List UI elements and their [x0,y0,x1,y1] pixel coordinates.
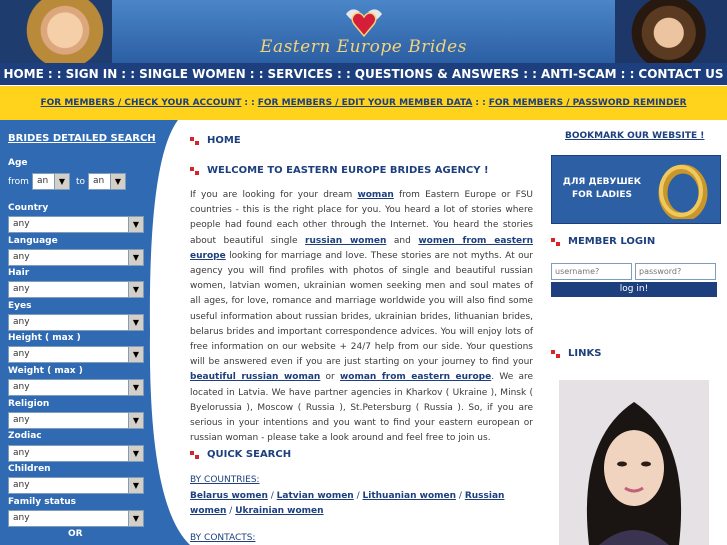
chevron-down-icon: ▼ [128,250,143,265]
height-select[interactable] [8,346,144,363]
chevron-down-icon: ▼ [128,380,143,395]
gold-ring-icon [650,161,716,219]
member-password-reminder-link[interactable]: FOR MEMBERS / PASSWORD REMINDER [488,98,687,108]
member-check-account-link[interactable]: FOR MEMBERS / CHECK YOUR ACCOUNT [40,98,242,108]
chevron-down-icon: ▼ [128,282,143,297]
password-input[interactable] [635,263,716,280]
member-separator: : : [475,98,486,108]
sidebar-curve-decoration [148,120,190,545]
height-label: Height ( max ) [8,333,81,343]
height-value: any [13,349,30,359]
zodiac-value: any [13,448,30,458]
header-banner [0,0,727,63]
chevron-down-icon: ▼ [128,511,143,526]
main-nav [0,63,727,85]
hair-select[interactable] [8,281,144,298]
religion-value: any [13,415,30,425]
lithuanian-women-link[interactable]: Lithuanian women [362,491,457,501]
language-label: Language [8,236,58,246]
nav-sign-in[interactable]: SIGN IN [65,67,118,81]
home-heading-text: HOME [207,135,241,146]
hair-label: Hair [8,268,30,278]
red-squares-icon [551,238,562,246]
nav-anti-scam[interactable]: ANTI-SCAM [540,67,617,81]
hair-value: any [13,284,30,294]
women-from-eastern-europe-link[interactable]: women from eastern europe [190,235,533,261]
nav-separator: : : [336,67,351,81]
eyes-select[interactable] [8,314,144,331]
member-login-heading [551,236,655,247]
age-to-value: an [93,176,105,186]
or-label: OR [68,529,83,539]
country-separator: / [356,491,360,501]
by-contacts-label: BY CONTACTS: [190,533,256,543]
chevron-down-icon: ▼ [128,478,143,493]
home-heading [190,135,241,146]
intro-text: If you are looking for your dream [190,190,358,200]
woman-link[interactable]: woman [357,190,394,200]
quick-search-heading-text: QUICK SEARCH [207,449,292,460]
intro-text: . We are located in Latvia. We have partner agencies in Kharkov ( Ukraine ), Minsk ( Byelorussia ), Moscow ( Russia ), St.Petersburg ( Russia ). So, if you are serious in your intentions and you want to find your eastern european or russian woman - please take a look around and feel free to join us. [190,372,534,444]
children-value: any [13,480,30,490]
age-from-label: from [8,177,29,187]
nav-separator: : : [249,67,264,81]
winged-heart-logo [344,4,384,40]
family-status-value: any [13,513,30,523]
eyes-label: Eyes [8,301,32,311]
weight-value: any [13,382,30,392]
for-ladies-banner[interactable] [551,155,721,224]
nav-separator: : : [121,67,136,81]
red-squares-icon [190,167,201,175]
woman-from-eastern-europe-link[interactable]: woman from eastern europe [339,372,492,383]
member-edit-data-link[interactable]: FOR MEMBERS / EDIT YOUR MEMBER DATA [257,98,473,108]
welcome-heading [190,165,489,176]
russian-women-link[interactable]: Russian women [190,491,505,516]
belarus-women-link[interactable]: Belarus women [190,491,268,501]
nav-separator: : : [620,67,635,81]
username-input[interactable] [551,263,632,280]
red-squares-icon [190,137,201,145]
banner-line-english: FOR LADIES [571,190,632,200]
chevron-down-icon: ▼ [128,413,143,428]
member-login-heading-text: MEMBER LOGIN [568,236,656,247]
member-links-bar [0,86,727,120]
language-select[interactable] [8,249,144,266]
age-to-label: to [76,177,86,187]
beautiful-russian-woman-link[interactable]: beautiful russian woman [190,372,321,383]
country-select[interactable] [8,216,144,233]
zodiac-label: Zodiac [8,431,42,441]
main-content [190,120,535,545]
intro-text: and [386,235,419,246]
zodiac-select[interactable] [8,445,144,462]
red-squares-icon [190,451,201,459]
nav-services[interactable]: SERVICES [267,67,333,81]
weight-label: Weight ( max ) [8,366,83,376]
quick-search-heading [190,449,291,460]
religion-select[interactable] [8,412,144,429]
ukrainian-women-link[interactable]: Ukrainian women [235,506,324,516]
detailed-search-sidebar [0,120,190,545]
detailed-search-title: BRIDES DETAILED SEARCH [8,133,156,144]
site-title: Eastern Europe Brides [260,37,467,57]
chevron-down-icon: ▼ [128,347,143,362]
country-links [190,489,535,519]
country-separator: / [270,491,274,501]
intro-paragraph [190,188,533,446]
chevron-down-icon: ▼ [54,174,69,189]
red-squares-icon [551,350,562,358]
intro-text: or [320,372,340,383]
bookmark-link[interactable]: BOOKMARK OUR WEBSITE ! [565,131,705,141]
russian-women-link[interactable]: russian women [305,235,387,246]
by-countries-label: BY COUNTRIES: [190,475,260,485]
children-select[interactable] [8,477,144,494]
nav-single-women[interactable]: SINGLE WOMEN [139,67,246,81]
age-to-select[interactable] [88,173,126,190]
religion-label: Religion [8,399,50,409]
nav-home[interactable]: HOME [3,67,44,81]
chevron-down-icon: ▼ [128,315,143,330]
nav-questions-answers[interactable]: QUESTIONS & ANSWERS [354,67,520,81]
country-separator: / [229,506,233,516]
language-value: any [13,252,30,262]
age-from-value: an [37,176,49,186]
chevron-down-icon: ▼ [110,174,125,189]
country-value: any [13,219,30,229]
family-status-label: Family status [8,497,77,507]
woman-portrait-image [559,380,709,545]
weight-select[interactable] [8,379,144,396]
children-label: Children [8,464,51,474]
login-button[interactable]: log in! [551,282,717,297]
member-separator: : : [244,98,255,108]
age-label: Age [8,158,28,168]
nav-separator: : : [47,67,62,81]
links-heading-text: LINKS [568,348,602,359]
latvian-women-link[interactable]: Latvian women [276,491,354,501]
chevron-down-icon: ▼ [128,217,143,232]
banner-line-russian: ДЛЯ ДЕВУШЕК [562,177,642,187]
nav-contact-us[interactable]: CONTACT US [638,67,724,81]
intro-text: looking for marriage and love. These stories are not myths. At our agency you will find profiles with photos of single and beautiful russian women, latvian women, ukrainian women seeking men and soul mates of all ages, for love, romance and marriage worldwide you will also find some useful information about russian brides, ukrainian brides, lithuanian brides, belarus brides and important correspondence advices. You will enjoy lots of free information on our website + 24/7 help from our side. Your questions will be answered even if you are just starting on your journey to find your [190,250,533,368]
banner-text [552,176,652,202]
age-from-select[interactable] [32,173,70,190]
nav-separator: : : [523,67,537,81]
chevron-down-icon: ▼ [128,446,143,461]
profile-photo[interactable] [559,380,709,545]
country-label: Country [8,203,49,213]
country-separator: / [458,491,462,501]
intro-text: from Eastern Europe or FSU countries - this is the right place for you. You heard a lot of stories where people had found each other through the Internet. You heard the stories about beautiful single [190,190,533,246]
eyes-value: any [13,317,30,327]
family-status-select[interactable] [8,510,144,527]
welcome-heading-text: WELCOME TO EASTERN EUROPE BRIDES AGENCY ! [207,165,489,176]
links-heading [551,348,601,359]
right-column [535,120,727,545]
